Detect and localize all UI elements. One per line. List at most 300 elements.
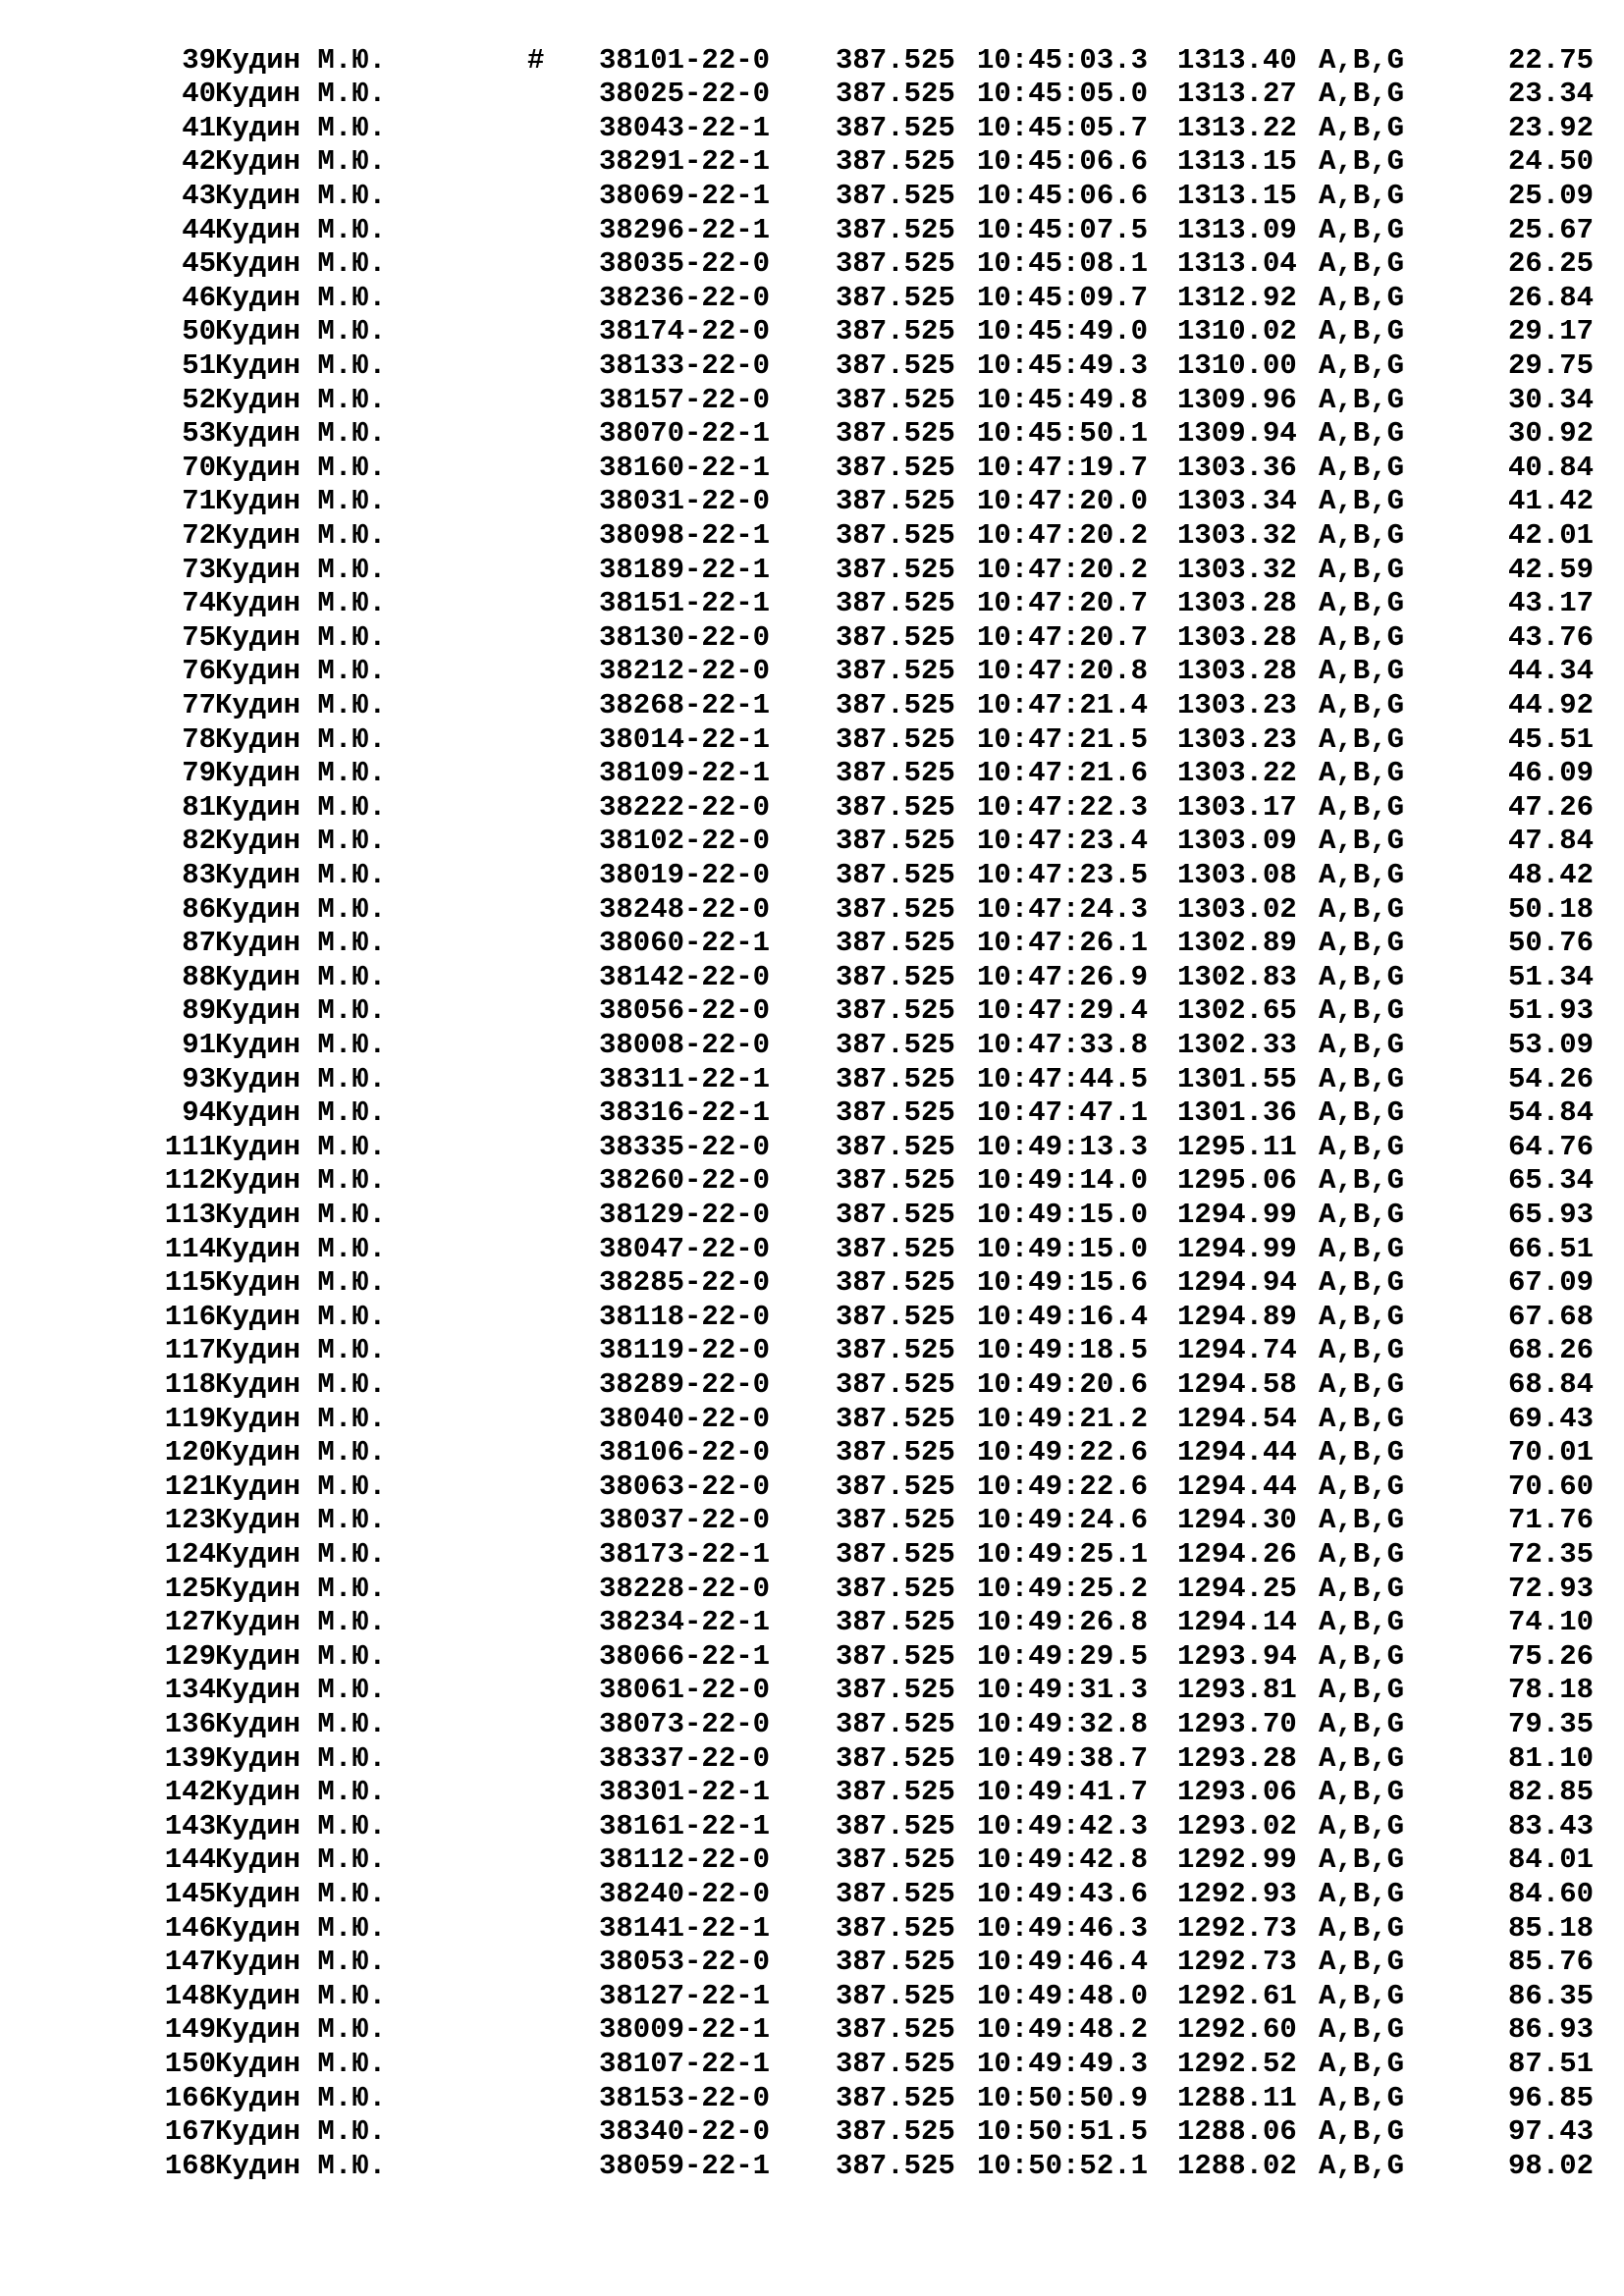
table-row xyxy=(0,1843,1624,1878)
row-number: 136 xyxy=(164,1708,216,1740)
table-row xyxy=(0,961,1624,995)
record-id: 38025-22-0 xyxy=(599,78,771,111)
owner-name: Кудин М.Ю. xyxy=(215,1334,387,1367)
score-value: 68.26 xyxy=(1507,1334,1594,1367)
record-id: 38009-22-1 xyxy=(599,2013,771,2047)
timestamp: 10:47:33.8 xyxy=(977,1029,1149,1061)
record-id: 38316-22-1 xyxy=(599,1096,771,1130)
frequency: 387.525 xyxy=(836,1572,955,1605)
distance: 1294.25 xyxy=(1177,1572,1297,1605)
owner-name: Кудин М.Ю. xyxy=(215,722,387,756)
timestamp: 10:47:21.5 xyxy=(977,722,1149,756)
row-number: 121 xyxy=(164,1469,216,1503)
record-id: 38031-22-0 xyxy=(599,485,771,518)
table-row xyxy=(0,1029,1624,1063)
record-id: 38222-22-0 xyxy=(599,790,771,824)
table-row xyxy=(0,180,1624,214)
record-id: 38059-22-1 xyxy=(599,2149,771,2182)
row-number: 79 xyxy=(182,757,216,790)
mode-flags: A,B,G xyxy=(1319,315,1405,348)
mode-flags: A,B,G xyxy=(1319,247,1405,281)
timestamp: 10:47:26.1 xyxy=(977,927,1149,960)
table-row xyxy=(0,893,1624,928)
table-row xyxy=(0,723,1624,758)
row-number: 117 xyxy=(164,1334,216,1367)
row-number: 40 xyxy=(182,78,216,111)
owner-name: Кудин М.Ю. xyxy=(215,281,387,314)
table-row xyxy=(0,1403,1624,1437)
record-id: 38073-22-0 xyxy=(599,1708,771,1740)
table-row xyxy=(0,2150,1624,2184)
owner-name: Кудин М.Ю. xyxy=(215,180,387,212)
mode-flags: A,B,G xyxy=(1319,722,1405,756)
table-row xyxy=(0,1946,1624,1980)
row-number: 134 xyxy=(164,1674,216,1707)
owner-name: Кудин М.Ю. xyxy=(215,1266,387,1300)
timestamp: 10:47:23.4 xyxy=(977,825,1149,858)
record-id: 38035-22-0 xyxy=(599,247,771,281)
distance: 1293.94 xyxy=(1177,1639,1297,1673)
timestamp: 10:49:18.5 xyxy=(977,1334,1149,1367)
record-id: 38153-22-0 xyxy=(599,2081,771,2114)
timestamp: 10:50:51.5 xyxy=(977,2115,1149,2149)
row-number: 119 xyxy=(164,1402,216,1435)
owner-name: Кудин М.Ю. xyxy=(215,1639,387,1673)
record-id: 38157-22-0 xyxy=(599,383,771,416)
timestamp: 10:45:50.1 xyxy=(977,417,1149,451)
owner-name: Кудин М.Ю. xyxy=(215,2013,387,2047)
row-number: 93 xyxy=(182,1062,216,1095)
timestamp: 10:47:20.7 xyxy=(977,620,1149,654)
distance: 1294.94 xyxy=(1177,1266,1297,1300)
record-id: 38008-22-0 xyxy=(599,1029,771,1061)
record-id: 38063-22-0 xyxy=(599,1469,771,1503)
timestamp: 10:49:26.8 xyxy=(977,1606,1149,1639)
distance: 1303.36 xyxy=(1177,451,1297,484)
timestamp: 10:49:31.3 xyxy=(977,1674,1149,1707)
record-id: 38060-22-1 xyxy=(599,927,771,960)
row-number: 114 xyxy=(164,1232,216,1265)
distance: 1303.28 xyxy=(1177,620,1297,654)
score-value: 43.76 xyxy=(1507,620,1594,654)
mode-flags: A,B,G xyxy=(1319,180,1405,212)
frequency: 387.525 xyxy=(836,1843,955,1877)
score-value: 67.09 xyxy=(1507,1266,1594,1300)
record-id: 38285-22-0 xyxy=(599,1266,771,1300)
owner-name: Кудин М.Ю. xyxy=(215,247,387,281)
score-value: 86.35 xyxy=(1507,1979,1594,2012)
score-value: 86.93 xyxy=(1507,2013,1594,2047)
mode-flags: A,B,G xyxy=(1319,1809,1405,1842)
mode-flags: A,B,G xyxy=(1319,213,1405,246)
timestamp: 10:50:52.1 xyxy=(977,2149,1149,2182)
timestamp: 10:49:15.6 xyxy=(977,1266,1149,1300)
score-value: 98.02 xyxy=(1507,2149,1594,2182)
distance: 1294.54 xyxy=(1177,1402,1297,1435)
record-id: 38296-22-1 xyxy=(599,213,771,246)
row-number: 166 xyxy=(164,2081,216,2114)
score-value: 97.43 xyxy=(1507,2115,1594,2149)
score-value: 23.92 xyxy=(1507,111,1594,144)
distance: 1303.22 xyxy=(1177,757,1297,790)
distance: 1294.58 xyxy=(1177,1368,1297,1401)
timestamp: 10:45:09.7 xyxy=(977,281,1149,314)
table-row xyxy=(0,655,1624,689)
score-value: 29.17 xyxy=(1507,315,1594,348)
row-number: 112 xyxy=(164,1164,216,1198)
frequency: 387.525 xyxy=(836,757,955,790)
frequency: 387.525 xyxy=(836,383,955,416)
owner-name: Кудин М.Ю. xyxy=(215,485,387,518)
row-number: 146 xyxy=(164,1911,216,1945)
table-row xyxy=(0,452,1624,486)
frequency: 387.525 xyxy=(836,180,955,212)
distance: 1293.28 xyxy=(1177,1741,1297,1775)
timestamp: 10:47:20.2 xyxy=(977,519,1149,552)
distance: 1293.70 xyxy=(1177,1708,1297,1740)
score-value: 54.84 xyxy=(1507,1096,1594,1130)
mode-flags: A,B,G xyxy=(1319,757,1405,790)
distance: 1294.99 xyxy=(1177,1199,1297,1231)
table-row xyxy=(0,1810,1624,1844)
frequency: 387.525 xyxy=(836,1674,955,1707)
mode-flags: A,B,G xyxy=(1319,1741,1405,1775)
distance: 1310.02 xyxy=(1177,315,1297,348)
score-value: 84.60 xyxy=(1507,1878,1594,1910)
mode-flags: A,B,G xyxy=(1319,587,1405,620)
row-number: 125 xyxy=(164,1572,216,1605)
frequency: 387.525 xyxy=(836,111,955,144)
frequency: 387.525 xyxy=(836,722,955,756)
mode-flags: A,B,G xyxy=(1319,825,1405,858)
distance: 1292.61 xyxy=(1177,1979,1297,2012)
owner-name: Кудин М.Ю. xyxy=(215,1062,387,1095)
record-id: 38291-22-1 xyxy=(599,145,771,179)
table-row xyxy=(0,825,1624,859)
table-row xyxy=(0,1640,1624,1675)
owner-name: Кудин М.Ю. xyxy=(215,1809,387,1842)
row-number: 73 xyxy=(182,553,216,586)
mode-flags: A,B,G xyxy=(1319,78,1405,111)
score-value: 64.76 xyxy=(1507,1130,1594,1163)
score-value: 81.10 xyxy=(1507,1741,1594,1775)
mode-flags: A,B,G xyxy=(1319,1096,1405,1130)
owner-name: Кудин М.Ю. xyxy=(215,790,387,824)
mode-flags: A,B,G xyxy=(1319,1946,1405,1979)
score-value: 41.42 xyxy=(1507,485,1594,518)
distance: 1303.28 xyxy=(1177,655,1297,688)
frequency: 387.525 xyxy=(836,1096,955,1130)
score-value: 50.18 xyxy=(1507,892,1594,926)
owner-name: Кудин М.Ю. xyxy=(215,994,387,1028)
timestamp: 10:50:50.9 xyxy=(977,2081,1149,2114)
score-value: 45.51 xyxy=(1507,722,1594,756)
score-value: 51.93 xyxy=(1507,994,1594,1028)
score-value: 82.85 xyxy=(1507,1776,1594,1809)
table-row xyxy=(0,1096,1624,1131)
distance: 1313.09 xyxy=(1177,213,1297,246)
timestamp: 10:47:21.4 xyxy=(977,689,1149,721)
frequency: 387.525 xyxy=(836,1402,955,1435)
record-id: 38043-22-1 xyxy=(599,111,771,144)
distance: 1288.02 xyxy=(1177,2149,1297,2182)
record-id: 38066-22-1 xyxy=(599,1639,771,1673)
timestamp: 10:49:49.3 xyxy=(977,2048,1149,2080)
row-number: 41 xyxy=(182,111,216,144)
table-row xyxy=(0,1334,1624,1368)
row-number: 149 xyxy=(164,2013,216,2047)
frequency: 387.525 xyxy=(836,1504,955,1537)
row-number: 50 xyxy=(182,315,216,348)
owner-name: Кудин М.Ю. xyxy=(215,859,387,891)
timestamp: 10:47:20.7 xyxy=(977,587,1149,620)
frequency: 387.525 xyxy=(836,1776,955,1809)
owner-name: Кудин М.Ю. xyxy=(215,1300,387,1333)
mode-flags: A,B,G xyxy=(1319,1572,1405,1605)
record-id: 38053-22-0 xyxy=(599,1946,771,1979)
row-number: 113 xyxy=(164,1199,216,1231)
owner-name: Кудин М.Ю. xyxy=(215,1469,387,1503)
frequency: 387.525 xyxy=(836,960,955,993)
score-value: 87.51 xyxy=(1507,2048,1594,2080)
row-number: 83 xyxy=(182,859,216,891)
timestamp: 10:47:19.7 xyxy=(977,451,1149,484)
mode-flags: A,B,G xyxy=(1319,892,1405,926)
owner-name: Кудин М.Ю. xyxy=(215,1232,387,1265)
mode-flags: A,B,G xyxy=(1319,281,1405,314)
owner-name: Кудин М.Ю. xyxy=(215,1164,387,1198)
distance: 1313.04 xyxy=(1177,247,1297,281)
frequency: 387.525 xyxy=(836,587,955,620)
mode-flags: A,B,G xyxy=(1319,1266,1405,1300)
owner-name: Кудин М.Ю. xyxy=(215,315,387,348)
table-row xyxy=(0,1708,1624,1742)
owner-name: Кудин М.Ю. xyxy=(215,1096,387,1130)
timestamp: 10:45:05.0 xyxy=(977,78,1149,111)
score-value: 47.26 xyxy=(1507,790,1594,824)
record-id: 38109-22-1 xyxy=(599,757,771,790)
mode-flags: A,B,G xyxy=(1319,1843,1405,1877)
distance: 1294.74 xyxy=(1177,1334,1297,1367)
table-row xyxy=(0,994,1624,1029)
mode-flags: A,B,G xyxy=(1319,43,1405,77)
owner-name: Кудин М.Ю. xyxy=(215,960,387,993)
table-row xyxy=(0,587,1624,621)
distance: 1310.00 xyxy=(1177,349,1297,382)
distance: 1303.17 xyxy=(1177,790,1297,824)
score-value: 44.34 xyxy=(1507,655,1594,688)
owner-name: Кудин М.Ю. xyxy=(215,78,387,111)
timestamp: 10:49:32.8 xyxy=(977,1708,1149,1740)
distance: 1293.06 xyxy=(1177,1776,1297,1809)
mode-flags: A,B,G xyxy=(1319,1300,1405,1333)
frequency: 387.525 xyxy=(836,927,955,960)
owner-name: Кудин М.Ю. xyxy=(215,1572,387,1605)
distance: 1303.32 xyxy=(1177,553,1297,586)
frequency: 387.525 xyxy=(836,1266,955,1300)
frequency: 387.525 xyxy=(836,1979,955,2012)
owner-name: Кудин М.Ю. xyxy=(215,213,387,246)
table-row xyxy=(0,1606,1624,1640)
timestamp: 10:49:41.7 xyxy=(977,1776,1149,1809)
timestamp: 10:47:22.3 xyxy=(977,790,1149,824)
frequency: 387.525 xyxy=(836,451,955,484)
mode-flags: A,B,G xyxy=(1319,1979,1405,2012)
table-row xyxy=(0,791,1624,826)
record-id: 38151-22-1 xyxy=(599,587,771,620)
owner-name: Кудин М.Ю. xyxy=(215,620,387,654)
frequency: 387.525 xyxy=(836,2149,955,2182)
timestamp: 10:49:22.6 xyxy=(977,1469,1149,1503)
table-row xyxy=(0,1573,1624,1607)
timestamp: 10:47:21.6 xyxy=(977,757,1149,790)
score-value: 68.84 xyxy=(1507,1368,1594,1401)
table-row xyxy=(0,1878,1624,1912)
timestamp: 10:49:21.2 xyxy=(977,1402,1149,1435)
row-number: 78 xyxy=(182,722,216,756)
score-value: 72.35 xyxy=(1507,1538,1594,1571)
record-id: 38340-22-0 xyxy=(599,2115,771,2149)
timestamp: 10:45:06.6 xyxy=(977,180,1149,212)
score-value: 22.75 xyxy=(1507,43,1594,77)
timestamp: 10:49:42.8 xyxy=(977,1843,1149,1877)
record-id: 38014-22-1 xyxy=(599,722,771,756)
table-row xyxy=(0,621,1624,656)
timestamp: 10:45:06.6 xyxy=(977,145,1149,179)
owner-name: Кудин М.Ю. xyxy=(215,43,387,77)
record-id: 38047-22-0 xyxy=(599,1232,771,1265)
row-number: 72 xyxy=(182,519,216,552)
score-value: 72.93 xyxy=(1507,1572,1594,1605)
owner-name: Кудин М.Ю. xyxy=(215,927,387,960)
score-value: 66.51 xyxy=(1507,1232,1594,1265)
frequency: 387.525 xyxy=(836,1538,955,1571)
timestamp: 10:49:42.3 xyxy=(977,1809,1149,1842)
timestamp: 10:49:16.4 xyxy=(977,1300,1149,1333)
distance: 1303.09 xyxy=(1177,825,1297,858)
distance: 1303.28 xyxy=(1177,587,1297,620)
table-row xyxy=(0,1199,1624,1233)
score-value: 23.34 xyxy=(1507,78,1594,111)
mode-flags: A,B,G xyxy=(1319,1639,1405,1673)
record-id: 38189-22-1 xyxy=(599,553,771,586)
row-number: 139 xyxy=(164,1741,216,1775)
row-number: 86 xyxy=(182,892,216,926)
row-number: 76 xyxy=(182,655,216,688)
timestamp: 10:49:14.0 xyxy=(977,1164,1149,1198)
owner-name: Кудин М.Ю. xyxy=(215,1606,387,1639)
frequency: 387.525 xyxy=(836,1029,955,1061)
record-id: 38228-22-0 xyxy=(599,1572,771,1605)
row-number: 81 xyxy=(182,790,216,824)
score-value: 24.50 xyxy=(1507,145,1594,179)
mode-flags: A,B,G xyxy=(1319,1911,1405,1945)
table-row xyxy=(0,519,1624,554)
mode-flags: A,B,G xyxy=(1319,349,1405,382)
timestamp: 10:49:20.6 xyxy=(977,1368,1149,1401)
mode-flags: A,B,G xyxy=(1319,1436,1405,1469)
score-value: 84.01 xyxy=(1507,1843,1594,1877)
frequency: 387.525 xyxy=(836,519,955,552)
score-value: 30.34 xyxy=(1507,383,1594,416)
row-number: 77 xyxy=(182,689,216,721)
distance: 1294.99 xyxy=(1177,1232,1297,1265)
distance: 1313.15 xyxy=(1177,145,1297,179)
timestamp: 10:45:07.5 xyxy=(977,213,1149,246)
table-row xyxy=(0,315,1624,349)
owner-name: Кудин М.Ю. xyxy=(215,1130,387,1163)
record-id: 38101-22-0 xyxy=(599,43,771,77)
frequency: 387.525 xyxy=(836,1164,955,1198)
record-id: 38173-22-1 xyxy=(599,1538,771,1571)
distance: 1295.11 xyxy=(1177,1130,1297,1163)
table-row xyxy=(0,1301,1624,1335)
mode-flags: A,B,G xyxy=(1319,383,1405,416)
row-number: 143 xyxy=(164,1809,216,1842)
distance: 1313.27 xyxy=(1177,78,1297,111)
frequency: 387.525 xyxy=(836,892,955,926)
timestamp: 10:49:15.0 xyxy=(977,1232,1149,1265)
row-number: 89 xyxy=(182,994,216,1028)
distance: 1294.26 xyxy=(1177,1538,1297,1571)
row-number: 87 xyxy=(182,927,216,960)
score-value: 25.09 xyxy=(1507,180,1594,212)
owner-name: Кудин М.Ю. xyxy=(215,111,387,144)
distance: 1303.02 xyxy=(1177,892,1297,926)
table-row xyxy=(0,859,1624,893)
row-number: 118 xyxy=(164,1368,216,1401)
record-id: 38289-22-0 xyxy=(599,1368,771,1401)
frequency: 387.525 xyxy=(836,825,955,858)
frequency: 387.525 xyxy=(836,485,955,518)
record-id: 38301-22-1 xyxy=(599,1776,771,1809)
table-row xyxy=(0,2048,1624,2082)
row-number: 94 xyxy=(182,1096,216,1130)
table-row xyxy=(0,78,1624,112)
frequency: 387.525 xyxy=(836,1946,955,1979)
distance: 1293.02 xyxy=(1177,1809,1297,1842)
mode-flags: A,B,G xyxy=(1319,111,1405,144)
owner-name: Кудин М.Ю. xyxy=(215,1199,387,1231)
table-row xyxy=(0,1742,1624,1777)
score-value: 54.26 xyxy=(1507,1062,1594,1095)
distance: 1295.06 xyxy=(1177,1164,1297,1198)
owner-name: Кудин М.Ю. xyxy=(215,1538,387,1571)
frequency: 387.525 xyxy=(836,1300,955,1333)
record-id: 38240-22-0 xyxy=(599,1878,771,1910)
flag-mark: # xyxy=(527,43,545,77)
owner-name: Кудин М.Ю. xyxy=(215,2149,387,2182)
frequency: 387.525 xyxy=(836,1130,955,1163)
frequency: 387.525 xyxy=(836,859,955,891)
row-number: 52 xyxy=(182,383,216,416)
record-id: 38098-22-1 xyxy=(599,519,771,552)
row-number: 44 xyxy=(182,213,216,246)
mode-flags: A,B,G xyxy=(1319,1776,1405,1809)
timestamp: 10:49:25.2 xyxy=(977,1572,1149,1605)
table-row xyxy=(0,554,1624,588)
row-number: 150 xyxy=(164,2048,216,2080)
owner-name: Кудин М.Ю. xyxy=(215,1946,387,1979)
record-id: 38112-22-0 xyxy=(599,1843,771,1877)
record-id: 38160-22-1 xyxy=(599,451,771,484)
owner-name: Кудин М.Ю. xyxy=(215,1776,387,1809)
row-number: 46 xyxy=(182,281,216,314)
frequency: 387.525 xyxy=(836,1911,955,1945)
frequency: 387.525 xyxy=(836,689,955,721)
score-value: 74.10 xyxy=(1507,1606,1594,1639)
score-value: 67.68 xyxy=(1507,1300,1594,1333)
